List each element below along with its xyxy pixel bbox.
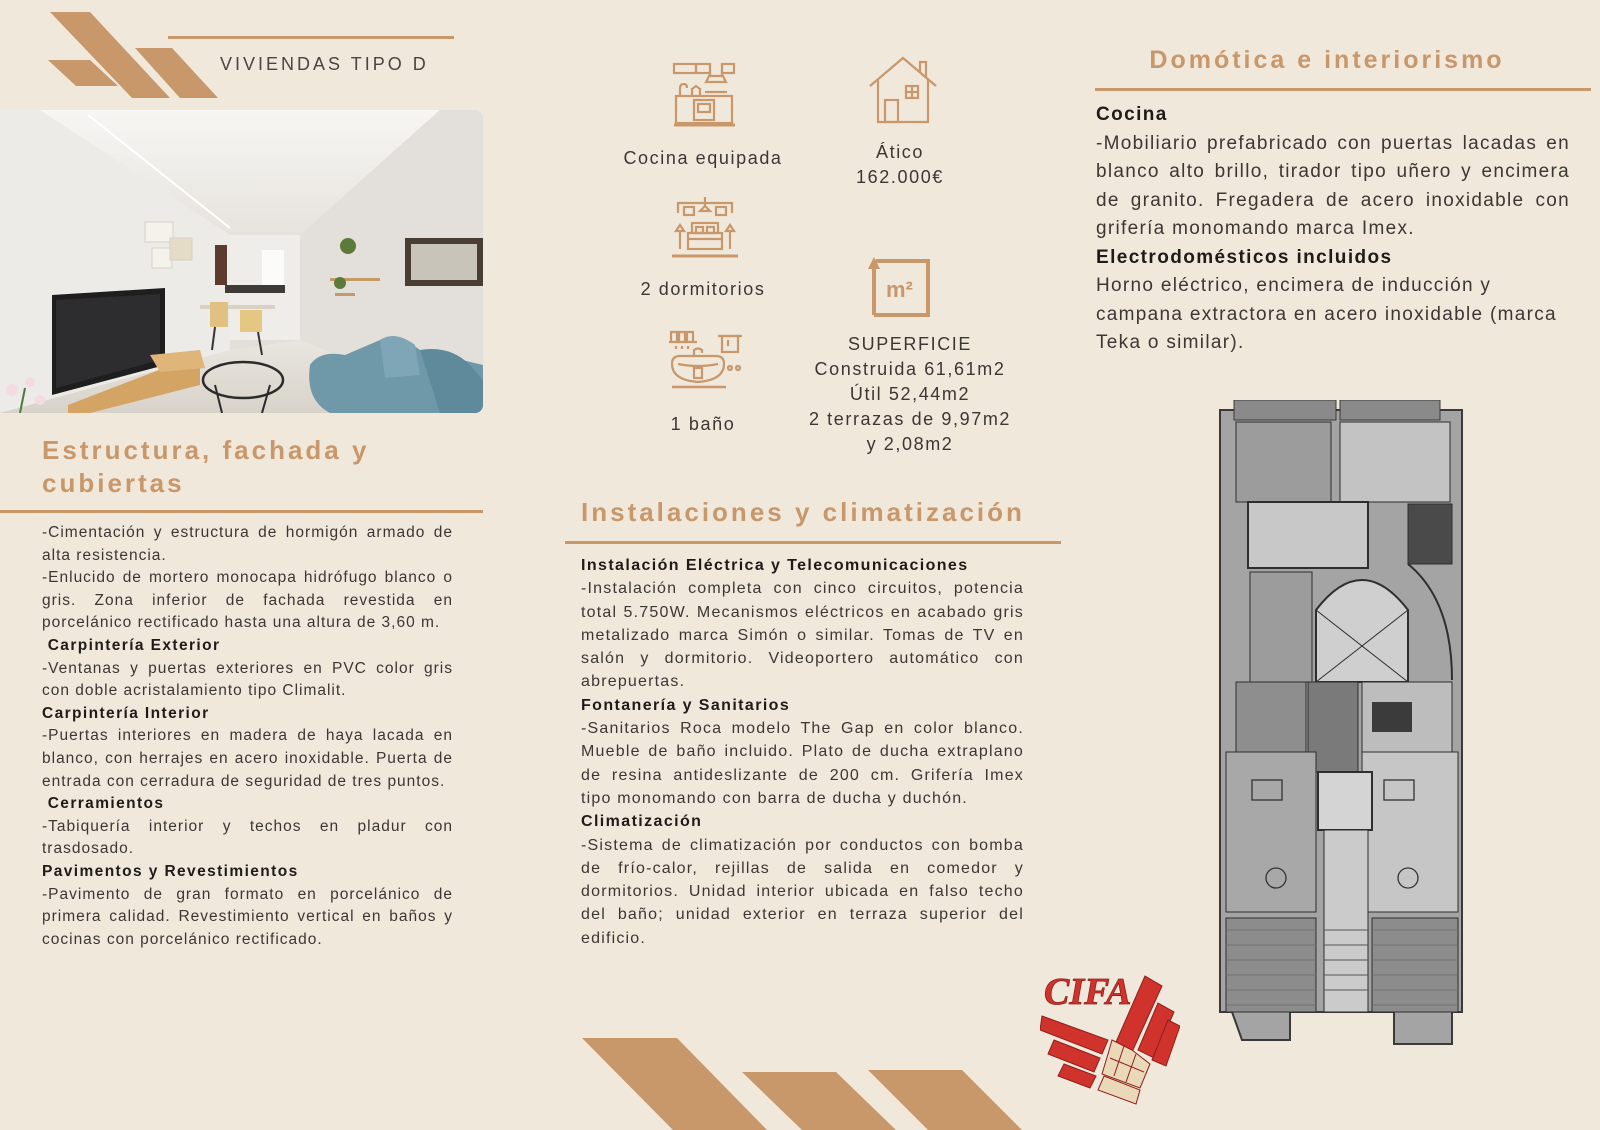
surface-terraces: 2 terrazas de 9,97m2 (808, 409, 1012, 429)
paragraph: -Puertas interiores en madera de haya lacada en blanco, con herrajes en acero inoxidable. Puerta de entrada con cerradura de seguridad de tres puntos. (42, 727, 453, 790)
subheading-climatizacion: Climatización (581, 813, 703, 831)
bathroom-icon (668, 328, 744, 390)
floor-plan-drawing (1212, 400, 1474, 1068)
paragraph: -Tabiquería interior y techos en pladur con trasdosado. (42, 817, 453, 858)
feature-price: 162.000€ (856, 167, 944, 187)
feature-label-bedrooms: 2 dormitorios (640, 279, 766, 299)
house-icon (868, 56, 938, 124)
section-body-instalaciones (581, 554, 1024, 950)
svg-text:m²: m² (886, 277, 913, 302)
header-rule (168, 36, 454, 39)
feature-label-bathrooms: 1 baño (670, 414, 736, 434)
subheading-cocina: Cocina (1096, 104, 1168, 125)
area-m2-icon (866, 255, 932, 317)
surface-built: Construida 61,61m2 (814, 359, 1006, 379)
subheading-fontaneria: Fontanería y Sanitarios (581, 696, 791, 714)
paragraph: -Sistema de climatización por conductos con bomba de frío-calor, rejillas de salida en comedor y dormitorios. Unidad interior ubicada en falso techo del baño; unidad exterior en terraza superior del edificio. (581, 836, 1024, 947)
section-title-instalaciones: Instalaciones y climatización (581, 497, 1025, 527)
paragraph: -Ventanas y puertas exteriores en PVC color gris con doble acristalamiento tipo Climalit. (42, 659, 453, 700)
floor-plan (1212, 400, 1474, 1068)
header-stripes-decoration (40, 8, 230, 103)
feature-label-attic: Ático (875, 142, 925, 162)
section-title-line-1: Estructura, fachada y (42, 435, 370, 465)
subheading-electrodomesticos: Electrodomésticos incluidos (1096, 246, 1393, 268)
section-rule-estructura (0, 510, 483, 513)
bedroom-icon (670, 195, 740, 259)
subheading-pavimentos: Pavimentos y Revestimientos (42, 862, 299, 880)
subheading-carpinteria-exterior: Carpintería Exterior (42, 636, 221, 654)
kitchen-icon (672, 62, 738, 128)
subheading-cerramientos: Cerramientos (42, 795, 165, 813)
paragraph: Horno eléctrico, encimera de inducción y campana extractora en acero inoxidable (marca Teka o similar). (1096, 275, 1557, 353)
paragraph: -Cimentación y estructura de hormigón armado de alta resistencia. (42, 524, 453, 564)
section-title-domotica: Domótica e interiorismo (1149, 46, 1505, 74)
feature-label-kitchen: Cocina equipada (623, 148, 783, 168)
paragraph: -Pavimento de gran formato en porcelánico de primera calidad. Revestimiento vertical en baños y cocinas con porcelánico rectificado. (42, 885, 453, 948)
surface-useful: Útil 52,44m2 (849, 384, 971, 404)
section-body-estructura (42, 522, 453, 951)
living-room-illustration (0, 110, 483, 413)
living-room-render (0, 110, 483, 413)
paragraph: -Mobiliario prefabricado con puertas lacadas en blanco alto brillo, tirador tipo uñero y encimera de granito. Fregadera de acero inoxidable con grifería monomando marca Imex. (1096, 132, 1570, 239)
surface-info (790, 332, 1030, 457)
paragraph: -Sanitarios Roca modelo The Gap en color blanco. Mueble de baño incluido. Plato de ducha extraplano de resina antideslizante de 200 cm. Grifería Imex tipo monomando con barra de ducha y duchón. (581, 720, 1024, 807)
section-rule-domotica (1095, 88, 1591, 91)
cifa-logo (1040, 958, 1180, 1113)
paragraph: -Enlucido de mortero monocapa hidrófugo blanco o gris. Zona inferior de fachada revestida en porcelánico rectificado hasta una altura de 3,60 m. (42, 569, 453, 632)
surface-title: SUPERFICIE (847, 334, 973, 354)
subheading-electrica: Instalación Eléctrica y Telecomunicaciones (581, 557, 969, 574)
section-body-domotica (1096, 101, 1570, 358)
svg-text:CIFA: CIFA (1044, 971, 1132, 1013)
subheading-carpinteria-interior: Carpintería Interior (42, 704, 210, 722)
section-title-estructura (42, 434, 369, 500)
paragraph: -Instalación completa con cinco circuitos, potencia total 5.750W. Mecanismos eléctricos en acabado gris metalizado marca Simón o similar. Tomas de TV en salón y dormitorio. Videoportero automático con abrepuertas. (581, 580, 1024, 691)
page-title: VIVIENDAS TIPO D (220, 54, 429, 74)
footer-stripes-decoration (570, 1030, 1030, 1130)
section-rule-instalaciones (565, 541, 1061, 544)
section-title-line-2: cubiertas (42, 468, 185, 498)
surface-terraces-2: y 2,08m2 (866, 434, 954, 454)
